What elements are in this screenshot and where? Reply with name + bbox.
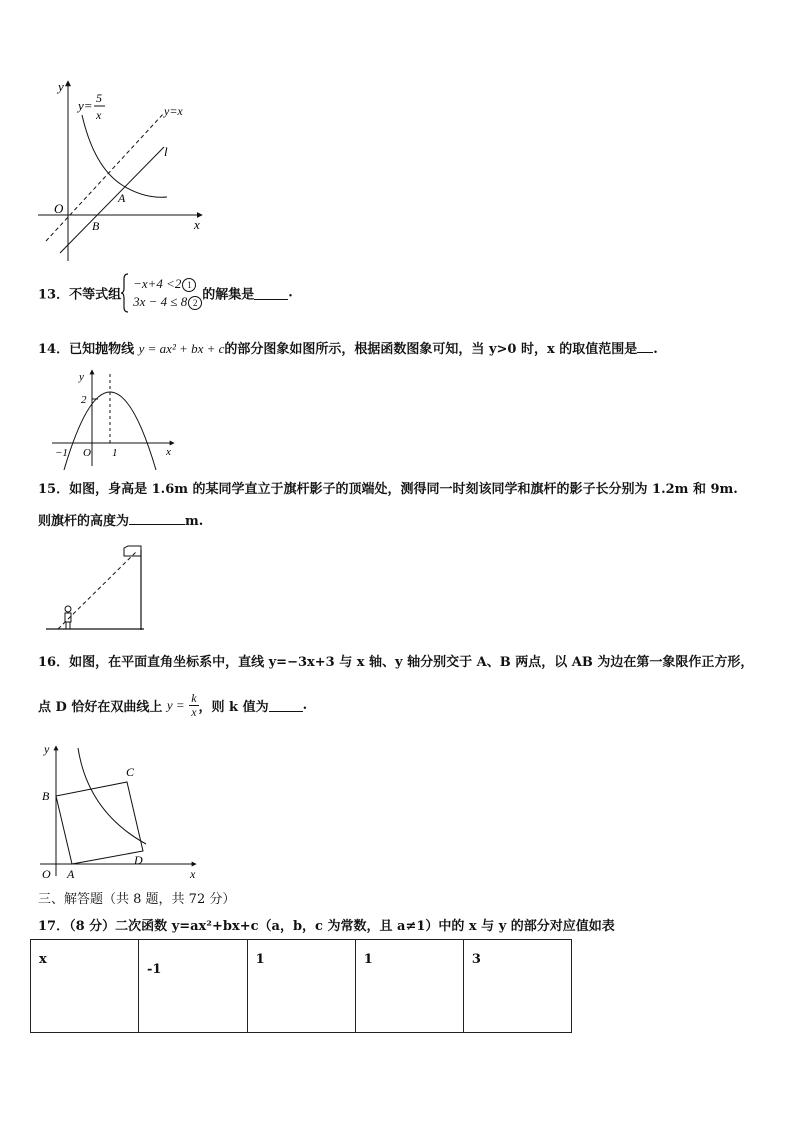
shadow-ray <box>58 552 136 629</box>
section-3-heading: 三、解答题（共 8 题，共 72 分） <box>38 892 236 907</box>
figure-q15 <box>44 538 148 634</box>
origin-label: O <box>42 867 51 881</box>
label-x: x <box>194 217 200 232</box>
q14-text: 的部分图象如图所示，根据函数图象可知，当 y>0 时，x 的取值范围是 <box>224 342 638 357</box>
label-y: y <box>44 742 50 756</box>
figure-q16 <box>36 740 206 884</box>
q14-answer-blank[interactable] <box>637 340 653 353</box>
label-origin: O <box>54 201 64 216</box>
label-x: x <box>190 867 196 881</box>
q16-answer-blank[interactable] <box>269 699 303 712</box>
figure-q14 <box>48 366 182 470</box>
q15-prefix: 则旗杆的高度为 <box>38 514 130 529</box>
point-d-label: D <box>134 853 143 867</box>
table-cell: -1 <box>139 940 248 1033</box>
table-row <box>31 940 572 1033</box>
label-y: y <box>79 371 84 383</box>
q16-frac-num: k <box>191 691 197 705</box>
person-head-icon <box>65 606 71 612</box>
q16-frac-den: x <box>191 705 197 719</box>
q13-end: . <box>288 285 293 301</box>
tick-neg1-label: −1 <box>55 447 68 459</box>
question-15-line-1: 15．如图，身高是 1.6m 的某同学直立于旗杆影子的顶端处，测得同一时刻该同学和旗杆的影子长分别为 1.2m 和 9m. <box>38 482 738 497</box>
inequality-1: −x+4 <2 <box>133 276 182 291</box>
person-body-icon <box>65 613 71 629</box>
q16-end: . <box>302 698 308 713</box>
point-b-label: B <box>42 789 50 803</box>
q16-prefix: 点 D 恰好在双曲线上 <box>38 700 163 715</box>
table-cell: 3 <box>463 940 571 1033</box>
point-c-label: C <box>126 765 135 779</box>
line-l <box>60 147 164 253</box>
inequality-system <box>121 273 202 313</box>
q16-mid: ，则 k 值为 <box>198 700 269 715</box>
curve-label-den: x <box>96 108 102 122</box>
square-abcd <box>56 782 143 864</box>
tick-1-label: 1 <box>112 447 118 459</box>
q14-prefix: 14．已知抛物线 <box>38 342 135 357</box>
question-16-line-2 <box>38 692 307 719</box>
value-table <box>30 939 572 1033</box>
q14-end: . <box>653 342 658 357</box>
inequality-2: 3x − 4 ≤ 8 <box>133 294 188 309</box>
curve-label-prefix: y= <box>78 98 93 113</box>
question-14 <box>38 338 658 357</box>
q15-answer-blank[interactable] <box>129 512 185 525</box>
circled-one-icon: 1 <box>182 278 196 292</box>
diag-label: y=x <box>164 104 183 118</box>
flag-icon <box>124 546 141 556</box>
tick-2-label: 2 <box>81 394 87 406</box>
label-x: x <box>166 446 171 458</box>
q16-frac-lhs: y = <box>166 697 185 713</box>
point-b-label: B <box>92 219 100 233</box>
origin-label: O <box>83 447 91 459</box>
question-13 <box>38 273 293 313</box>
q14-formula: y = ax² + bx + c <box>138 341 225 356</box>
curve-label-num: 5 <box>96 91 102 105</box>
brace-icon <box>121 273 129 313</box>
figure-q12 <box>32 75 212 265</box>
question-16-line-1: 16．如图，在平面直角坐标系中，直线 y=−3x+3 与 x 轴、y 轴分别交于 A、B 两点，以 AB 为边在第一象限作正方形， <box>38 655 754 670</box>
label-y: y <box>58 79 64 94</box>
question-15-line-2 <box>38 510 203 529</box>
q13-answer-blank[interactable] <box>254 287 288 300</box>
circled-two-icon: 2 <box>188 296 202 310</box>
hyperbola-curve <box>78 748 146 844</box>
q16-fraction <box>189 692 198 719</box>
q13-prefix: 13．不等式组 <box>38 287 122 303</box>
q15-suffix: m. <box>185 514 204 529</box>
table-cell: 1 <box>355 940 463 1033</box>
q13-suffix: 的解集是 <box>202 287 255 303</box>
table-cell-x: x <box>31 940 139 1033</box>
point-a-label: A <box>67 867 75 881</box>
point-a-label: A <box>118 191 126 205</box>
question-17: 17．（8 分）二次函数 y=ax²+bx+c（a，b，c 为常数，且 a≠1）中的 x 与 y 的部分对应值如表 <box>38 919 615 934</box>
line-label: l <box>164 144 168 159</box>
line-y-equals-x <box>46 113 164 241</box>
table-cell: 1 <box>247 940 355 1033</box>
